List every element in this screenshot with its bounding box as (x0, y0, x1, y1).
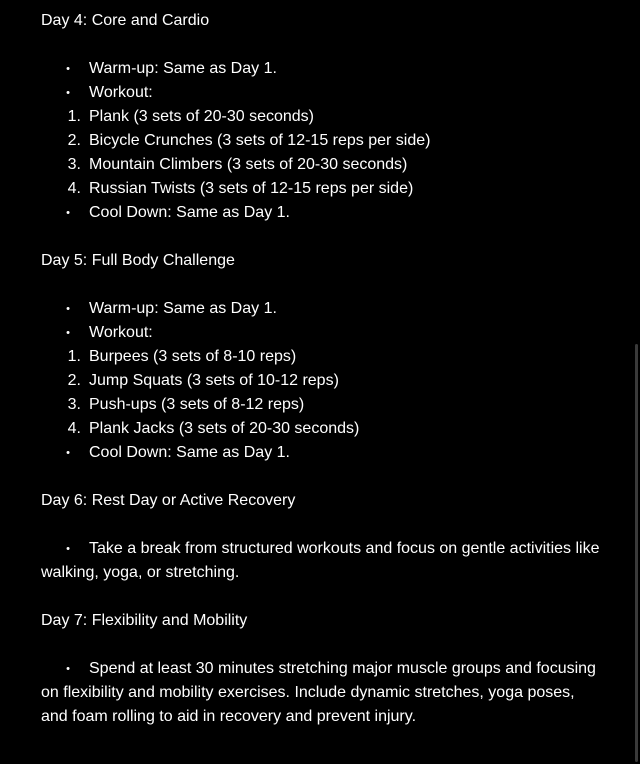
bullet-icon: • (66, 303, 70, 315)
day6-title: Day 6: Rest Day or Active Recovery (41, 492, 296, 509)
day7-text: Spend at least 30 minutes stretching major muscle groups and focusing on flexibility and mobility exercises. Include dynamic stretches, yoga poses, and foam rolling to aid in recovery and prevent injury. (41, 660, 596, 725)
day5-exercise-text: Push-ups (3 sets of 8-12 reps) (89, 396, 305, 413)
spacer (41, 465, 601, 489)
spacer (41, 225, 601, 249)
day5-warmup-text: Warm-up: Same as Day 1. (89, 300, 277, 317)
day4-workout-label: Workout: (89, 84, 153, 101)
day7-title: Day 7: Flexibility and Mobility (41, 612, 248, 629)
list-number: 1. (67, 108, 81, 125)
day5-exercise-1 (41, 345, 601, 369)
day4-exercise-text: Plank (3 sets of 20-30 seconds) (89, 108, 315, 125)
list-number: 4. (67, 180, 81, 197)
day5-exercise-text: Plank Jacks (3 sets of 20-30 seconds) (89, 420, 360, 437)
day7-paragraph (41, 657, 601, 729)
list-number: 3. (67, 156, 81, 173)
day5-warmup-item (41, 297, 601, 321)
day4-exercise-4 (41, 177, 601, 201)
bullet-icon: • (66, 327, 70, 339)
day5-workout-item (41, 321, 601, 345)
day4-exercise-1 (41, 105, 601, 129)
bullet-icon: • (66, 207, 70, 219)
list-number: 3. (67, 396, 81, 413)
day5-title: Day 5: Full Body Challenge (41, 252, 235, 269)
day4-warmup-text: Warm-up: Same as Day 1. (89, 60, 277, 77)
day5-exercise-text: Burpees (3 sets of 8-10 reps) (89, 348, 297, 365)
scrollbar[interactable] (635, 344, 638, 762)
day4-cooldown-item (41, 201, 601, 225)
day4-exercise-text: Mountain Climbers (3 sets of 20-30 seconds) (89, 156, 408, 173)
day5-exercise-2 (41, 369, 601, 393)
day4-exercise-2 (41, 129, 601, 153)
spacer (41, 33, 601, 57)
day6-paragraph (41, 537, 601, 585)
day5-exercise-text: Jump Squats (3 sets of 10-12 reps) (89, 372, 339, 389)
spacer (41, 585, 601, 609)
day5-exercise-3 (41, 393, 601, 417)
day4-warmup-item (41, 57, 601, 81)
bullet-icon: • (66, 63, 70, 75)
list-number: 4. (67, 420, 81, 437)
bullet-icon: • (66, 543, 70, 555)
day5-exercise-4 (41, 417, 601, 441)
spacer (41, 273, 601, 297)
day5-cooldown-item (41, 441, 601, 465)
day4-exercise-3 (41, 153, 601, 177)
list-number: 1. (67, 348, 81, 365)
day4-exercise-text: Bicycle Crunches (3 sets of 12-15 reps per side) (89, 132, 431, 149)
day4-workout-item (41, 81, 601, 105)
bullet-icon: • (66, 663, 70, 675)
spacer (41, 633, 601, 657)
document-body (41, 9, 601, 729)
list-number: 2. (67, 132, 81, 149)
day5-cooldown-text: Cool Down: Same as Day 1. (89, 444, 290, 461)
list-number: 2. (67, 372, 81, 389)
day4-cooldown-text: Cool Down: Same as Day 1. (89, 204, 290, 221)
bullet-icon: • (66, 87, 70, 99)
day4-title: Day 4: Core and Cardio (41, 12, 210, 29)
spacer (41, 513, 601, 537)
day6-text: Take a break from structured workouts and focus on gentle activities like walking, yoga, or stretching. (41, 540, 600, 581)
day5-workout-label: Workout: (89, 324, 153, 341)
bullet-icon: • (66, 447, 70, 459)
day4-exercise-text: Russian Twists (3 sets of 12-15 reps per side) (89, 180, 414, 197)
